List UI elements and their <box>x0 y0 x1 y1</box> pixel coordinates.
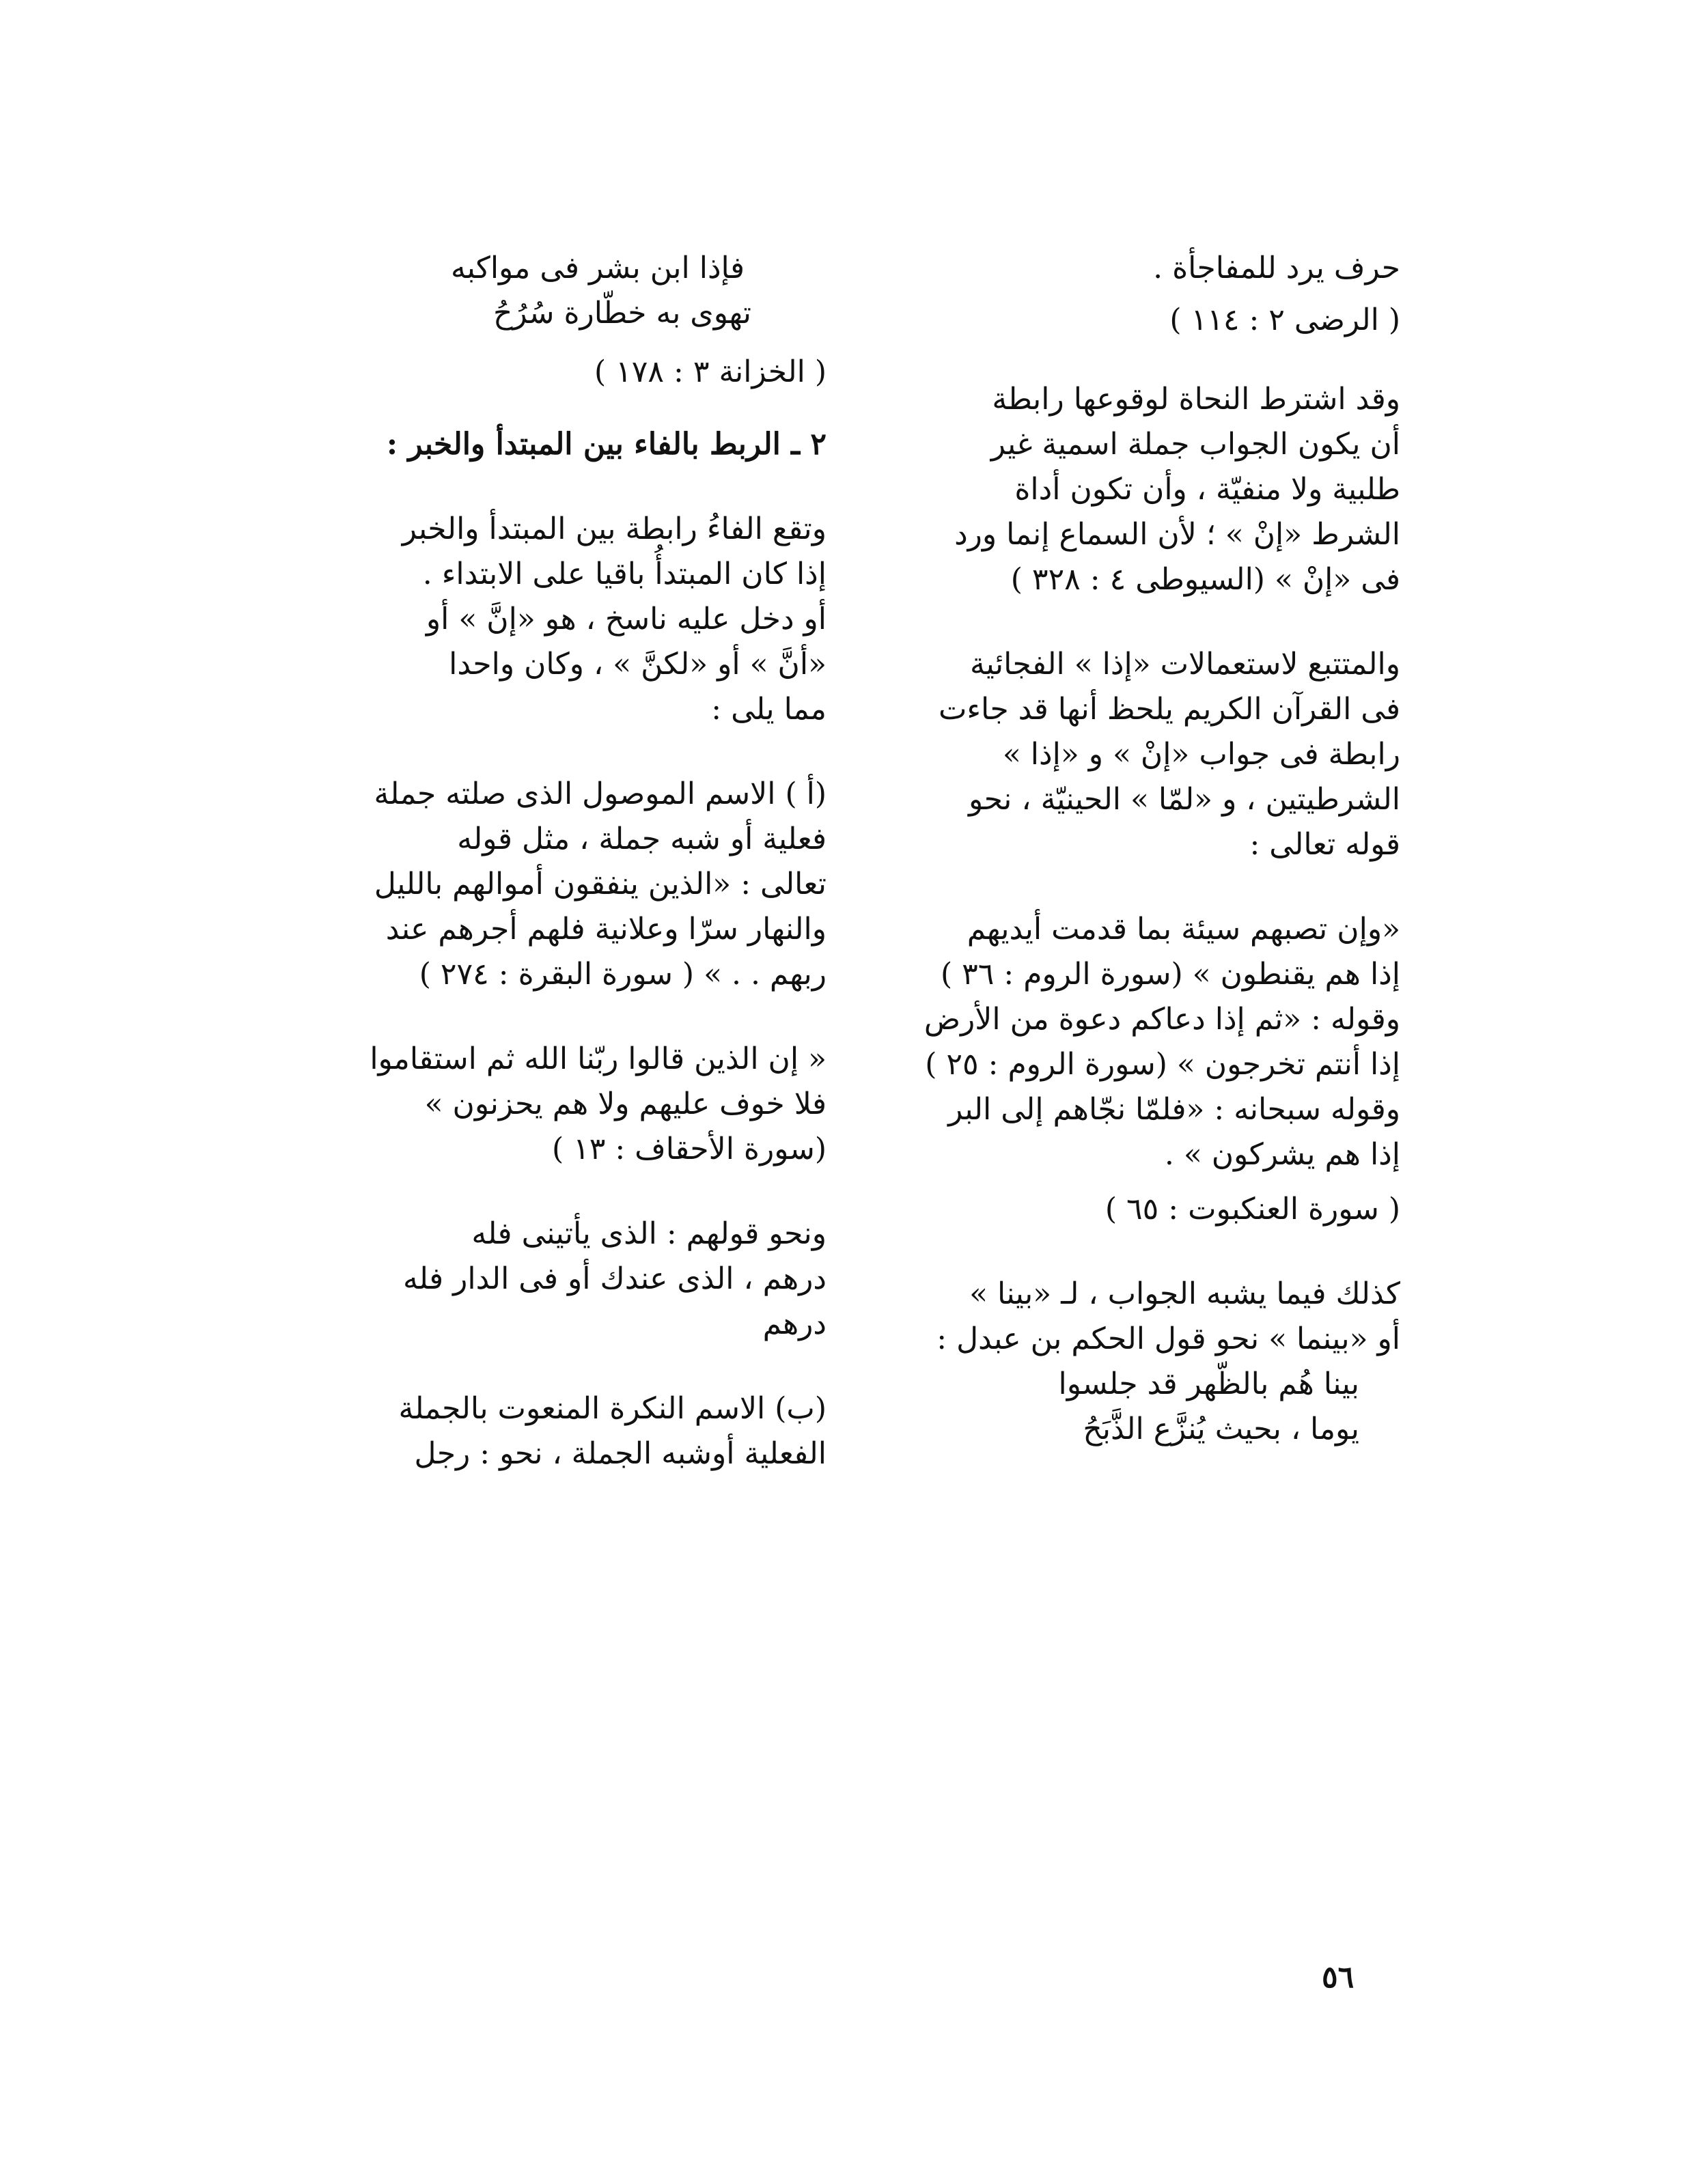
citation: ( الرضى ٢ : ١١٤ ) <box>1169 303 1400 337</box>
text-line: إذا كان المبتدأُ باقيا على الابتداء . <box>422 557 827 591</box>
text-line: (ب) الاسم النكرة المنعوت بالجملة <box>398 1391 827 1426</box>
page-number: ٥٦ <box>1322 1960 1355 1995</box>
paragraph-fa-link <box>294 507 827 732</box>
verse-line: يوما ، بحيث يُنزَّع الذَّبَحُ <box>1083 1412 1359 1446</box>
paragraph-ahqaf <box>294 1037 827 1172</box>
text-line: «أنَّ » أو «لكنَّ » ، وكان واحدا <box>449 647 827 682</box>
paragraph-mufajaa <box>881 246 1400 343</box>
citation: ( الخزانة ٣ : ١٧٨ ) <box>594 354 827 389</box>
text-line: قوله تعالى : <box>1249 827 1400 862</box>
paragraph-conditions <box>881 377 1400 602</box>
text-line: درهم <box>762 1306 827 1341</box>
text-line: أو دخل عليه ناسخ ، هو «إنَّ » أو <box>426 602 827 636</box>
section-heading-block <box>294 422 827 467</box>
text-line: (سورة الأحقاف : ١٣ ) <box>551 1132 827 1166</box>
text-line: وقد اشترط النحاة لوقوعها رابطة <box>992 382 1400 417</box>
section-heading: ٢ ـ الربط بالفاء بين المبتدأ والخبر : <box>386 427 827 462</box>
text-line: إذا هم يقنطون » (سورة الروم : ٣٦ ) <box>941 957 1400 992</box>
text-line: تعالى : «الذين ينفقون أموالهم بالليل <box>374 867 827 901</box>
text-line: الفعلية أوشبه الجملة ، نحو : رجل <box>414 1436 827 1471</box>
text-line: أو «بينما » نحو قول الحكم بن عبدل : <box>936 1321 1400 1356</box>
text-line: فى «إنْ » (السيوطى ٤ : ٣٢٨ ) <box>1010 562 1400 597</box>
text-line: والمتتبع لاستعمالات «إذا » الفجائية <box>969 647 1400 682</box>
text-line: رابطة فى جواب «إنْ » و «إذا » <box>1002 737 1400 772</box>
text-line: الشرطيتين ، و «لمّا » الحينيّة ، نحو <box>969 782 1400 817</box>
text-line: إذا هم يشركون » . <box>1164 1137 1400 1172</box>
text-line: وقوله : «ثم إذا دعاكم دعوة من الأرض <box>924 1002 1400 1037</box>
text-line: فلا خوف عليهم ولا هم يحزنون » <box>424 1087 827 1121</box>
right-column <box>881 246 1400 1492</box>
paragraph-quran-usage <box>881 642 1400 867</box>
text-line: أن يكون الجواب جملة اسمية غير <box>990 427 1400 462</box>
text-line: طلبية ولا منفيّة ، وأن تكون أداة <box>1014 472 1400 507</box>
paragraph-examples <box>294 1212 827 1347</box>
text-line: الشرط «إنْ » ؛ لأن السماع إنما ورد <box>954 517 1400 552</box>
text-line: فعلية أو شبه جملة ، مثل قوله <box>457 822 827 856</box>
verse-line: بينا هُم بالظّهر قد جلسوا <box>1058 1367 1359 1401</box>
text-line: (أ ) الاسم الموصول الذى صلته جملة <box>374 776 827 811</box>
paragraph-relative-noun <box>294 772 827 997</box>
text-line: ونحو قولهم : الذى يأتينى فله <box>471 1216 827 1251</box>
text-line: حرف يرد للمفاجأة . <box>1153 251 1400 285</box>
poem-continuation <box>294 246 827 395</box>
text-line: وتقع الفاءُ رابطة بين المبتدأ والخبر <box>402 512 827 546</box>
text-line: إذا أنتم تخرجون » (سورة الروم : ٢٥ ) <box>925 1047 1400 1082</box>
text-line: «وإن تصبهم سيئة بما قدمت أيديهم <box>967 912 1400 947</box>
text-line: كذلك فيما يشبه الجواب ، لـ «بينا » <box>969 1276 1400 1311</box>
left-column <box>294 246 827 1516</box>
text-line: فى القرآن الكريم يلحظ أنها قد جاءت <box>938 692 1400 727</box>
citation: ( سورة العنكبوت : ٦٥ ) <box>1105 1192 1400 1227</box>
text-line: درهم ، الذى عندك أو فى الدار فله <box>402 1261 827 1296</box>
paragraph-indefinite-noun <box>294 1386 827 1476</box>
text-line: « إن الذين قالوا ربّنا الله ثم استقاموا <box>370 1041 827 1076</box>
verse-line: تهوى به خطّارة سُرُحُ <box>492 296 751 331</box>
paragraph-bayna <box>881 1272 1400 1452</box>
text-line: ربهم . . » ( سورة البقرة : ٢٧٤ ) <box>419 957 827 992</box>
paragraph-quran-verses <box>881 907 1400 1232</box>
text-line: مما يلى : <box>711 692 827 727</box>
verse-line: فإذا ابن بشر فى مواكبه <box>451 251 745 285</box>
text-line: وقوله سبحانه : «فلمّا نجّاهم إلى البر <box>948 1092 1400 1127</box>
text-line: والنهار سرّا وعلانية فلهم أجرهم عند <box>385 912 827 947</box>
